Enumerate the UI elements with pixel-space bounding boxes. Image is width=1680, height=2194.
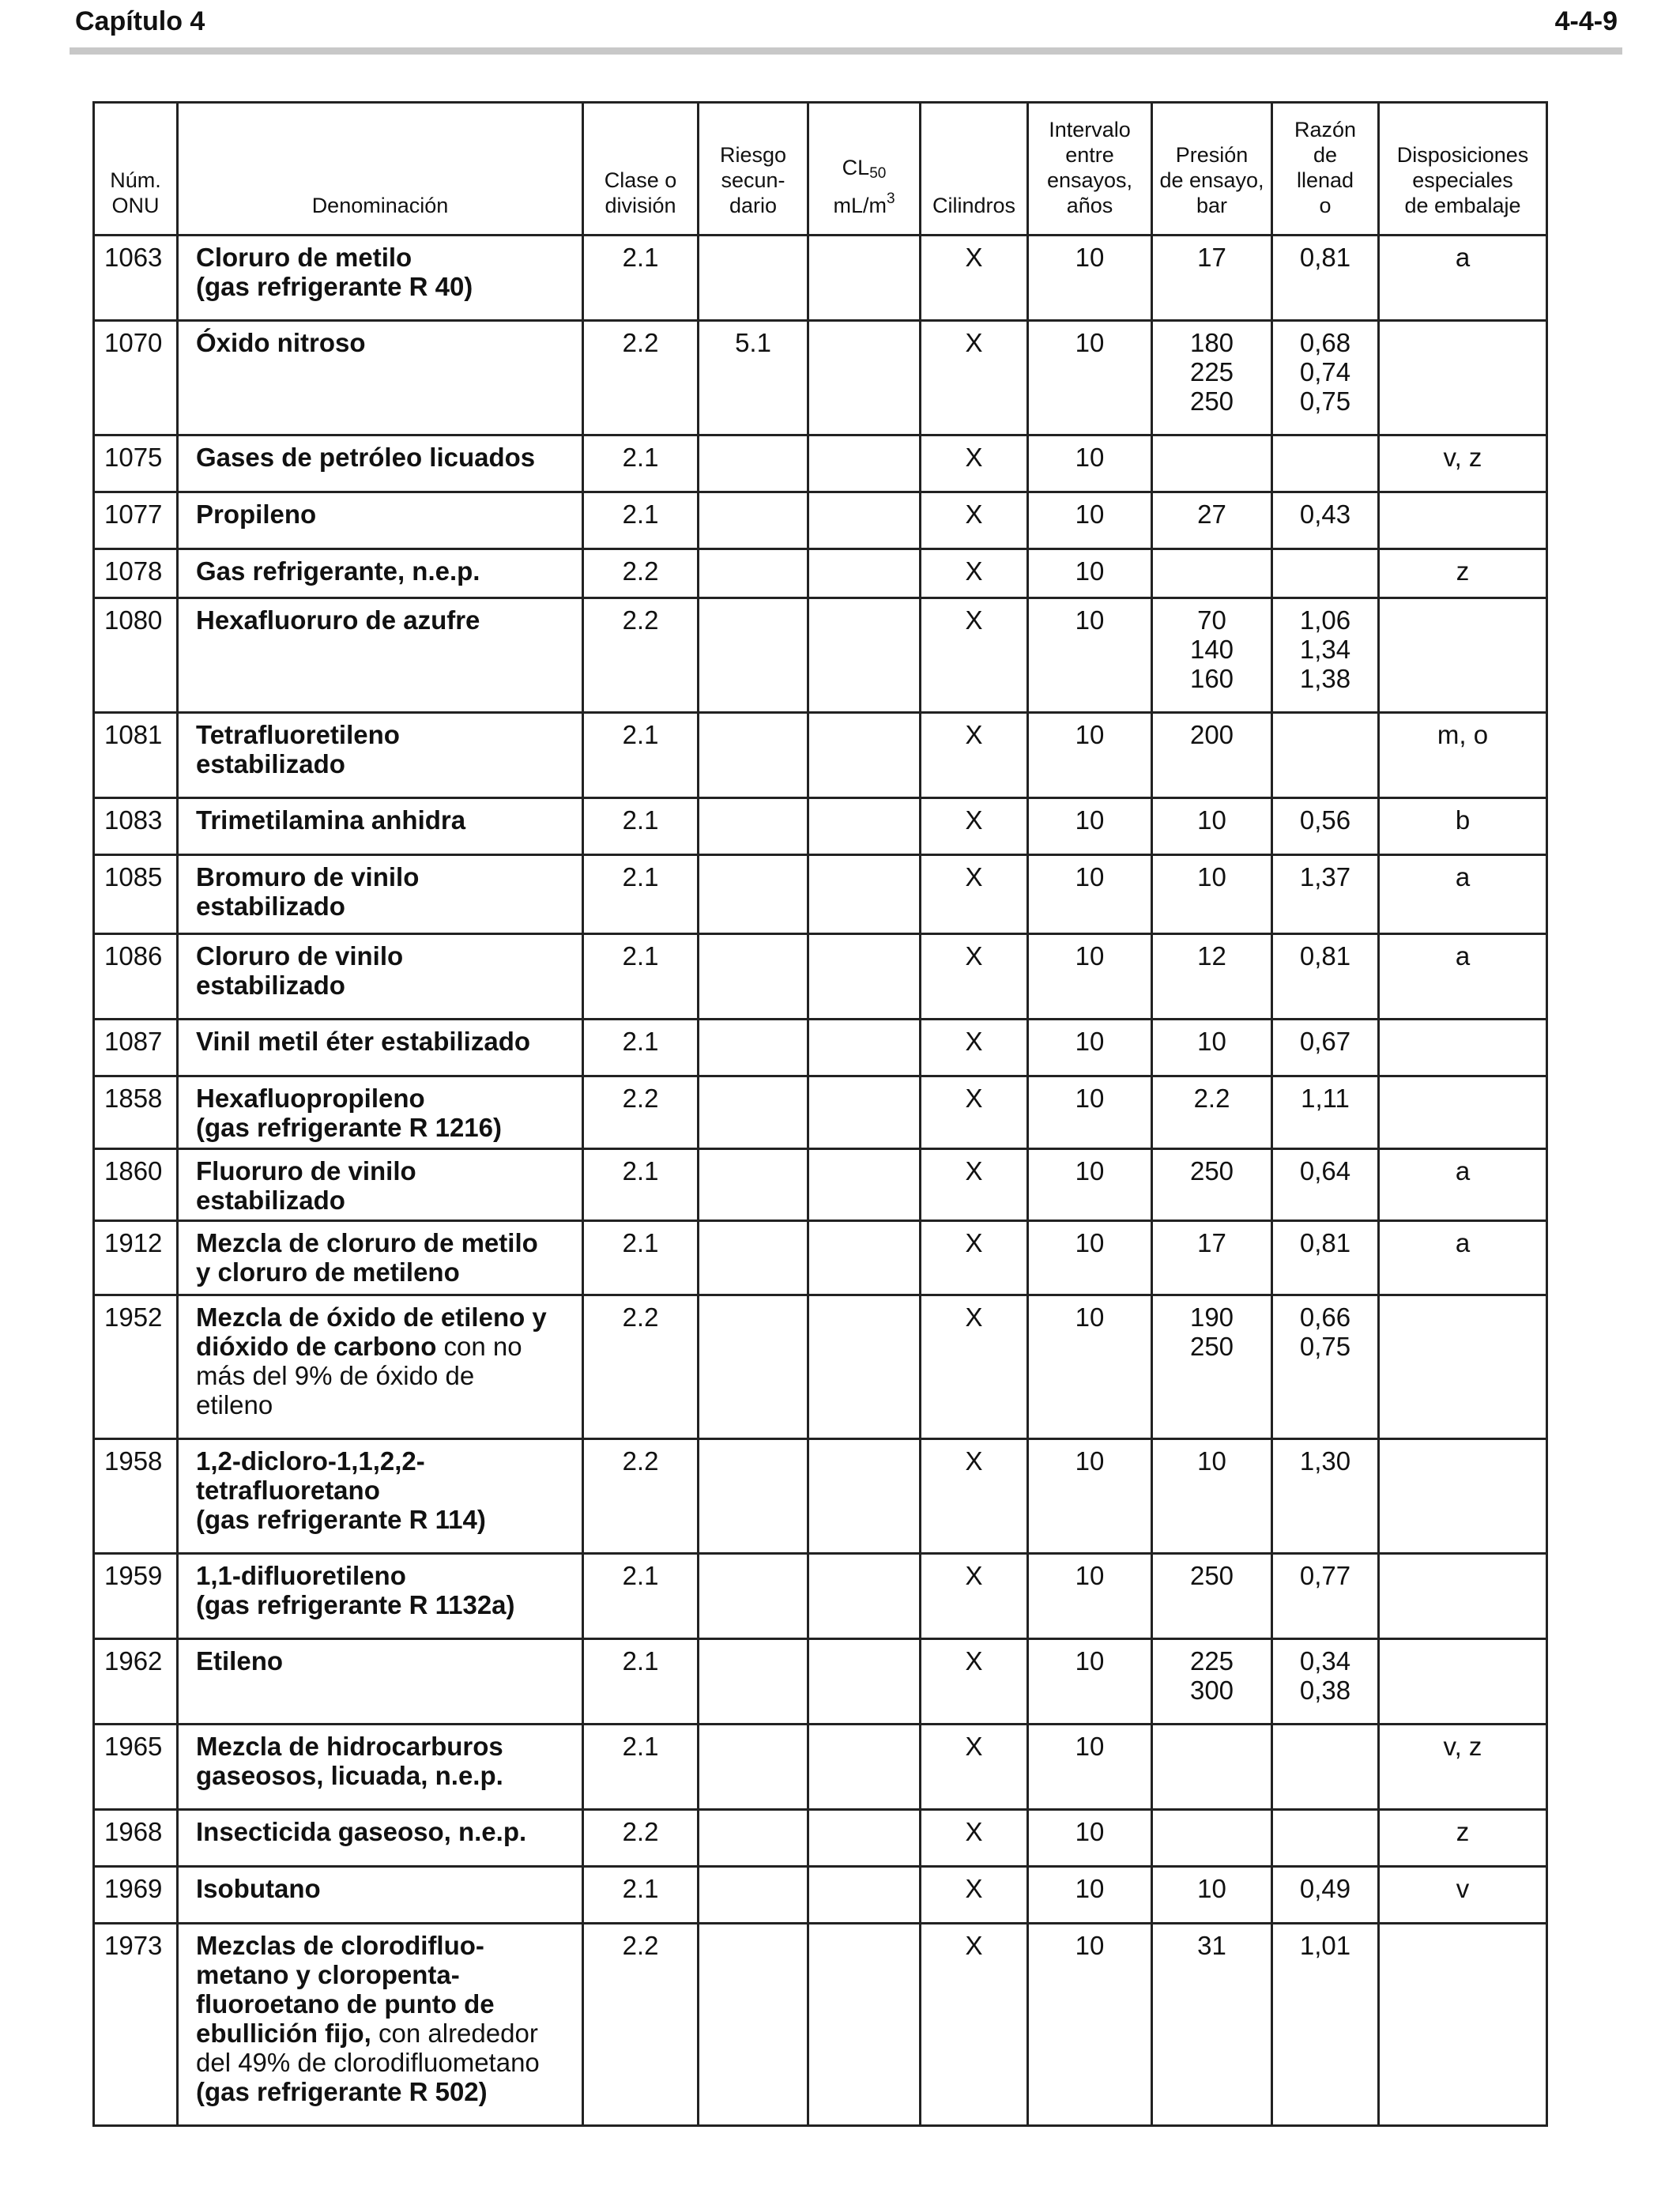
cell-cylinders: X [921,1867,1028,1924]
cell-filling-ratio [1272,549,1379,598]
substance-name: Fluoruro de vinilo estabilizado [196,1156,416,1215]
cell-class: 2.1 [583,435,699,492]
cell-name [178,798,583,855]
header-divider [70,47,1622,55]
cell-special-provisions: z [1379,549,1547,598]
cell-class: 2.2 [583,1810,699,1867]
substance-name: Mezclas de clorodifluo- metano y cloropenta- fluoroetano de punto de ebullición fijo, [196,1931,495,2048]
cell-filling-ratio: 0,34 0,38 [1272,1639,1379,1725]
cell-test-interval: 10 [1028,236,1152,321]
cell-cylinders: X [921,798,1028,855]
substance-name: Isobutano [196,1874,321,1903]
cell-test-pressure: 17 [1152,236,1272,321]
cell-cylinders: X [921,435,1028,492]
cell-un-number: 1965 [94,1725,178,1810]
cell-name [178,236,583,321]
table-row [94,934,1547,1020]
substance-name: Cloruro de vinilo estabilizado [196,941,404,1000]
cell-name [178,713,583,798]
table-row [94,598,1547,713]
cell-lc50 [808,713,921,798]
cell-special-provisions: a [1379,236,1547,321]
table-row [94,492,1547,549]
cell-test-interval: 10 [1028,798,1152,855]
cell-special-provisions [1379,1639,1547,1725]
cell-cylinders: X [921,855,1028,934]
cell-filling-ratio: 0,67 [1272,1020,1379,1076]
cell-test-pressure: 70 140 160 [1152,598,1272,713]
cell-cylinders: X [921,1076,1028,1149]
cell-filling-ratio: 0,66 0,75 [1272,1295,1379,1439]
cell-test-pressure: 190 250 [1152,1295,1272,1439]
cell-test-pressure: 250 [1152,1554,1272,1639]
cell-filling-ratio: 0,77 [1272,1554,1379,1639]
cell-filling-ratio: 1,01 [1272,1924,1379,2126]
cell-special-provisions: v [1379,1867,1547,1924]
substance-name: Etileno [196,1646,284,1676]
cell-test-pressure: 10 [1152,1020,1272,1076]
cell-subsidiary-risk [699,1439,808,1554]
cell-un-number: 1087 [94,1020,178,1076]
cell-test-pressure: 250 [1152,1149,1272,1221]
cell-test-interval: 10 [1028,855,1152,934]
cell-name [178,1221,583,1295]
cell-special-provisions [1379,492,1547,549]
substance-name: 1,1-difluoretileno (gas refrigerante R 1132a) [196,1561,515,1619]
cell-subsidiary-risk [699,1149,808,1221]
cell-test-pressure: 12 [1152,934,1272,1020]
cell-filling-ratio: 0,81 [1272,1221,1379,1295]
cell-subsidiary-risk [699,1076,808,1149]
substance-name: 1,2-dicloro-1,1,2,2- tetrafluoretano (gas refrigerante R 114) [196,1446,486,1534]
cell-lc50 [808,435,921,492]
table-row [94,1810,1547,1867]
cell-un-number: 1952 [94,1295,178,1439]
cell-subsidiary-risk [699,1554,808,1639]
substance-name: Cloruro de metilo (gas refrigerante R 40) [196,243,473,301]
cell-cylinders: X [921,1149,1028,1221]
col-header-class: Clase o división [583,103,699,236]
cell-lc50 [808,1221,921,1295]
substance-name: Mezcla de hidrocarburos gaseosos, licuada, n.e.p. [196,1732,503,1790]
table-row [94,1439,1547,1554]
table-row [94,1867,1547,1924]
cell-lc50 [808,1439,921,1554]
cell-class: 2.1 [583,1725,699,1810]
cell-lc50 [808,1867,921,1924]
cell-cylinders: X [921,1439,1028,1554]
substance-name: Tetrafluoretileno estabilizado [196,720,400,778]
cell-special-provisions: a [1379,1149,1547,1221]
cell-name [178,492,583,549]
cell-class: 2.2 [583,598,699,713]
substance-name: Hexafluoruro de azufre [196,605,480,635]
cell-subsidiary-risk [699,1639,808,1725]
cell-subsidiary-risk [699,492,808,549]
cell-lc50 [808,1149,921,1221]
substance-description: con alrededor del 49% de clorodifluometano [196,2019,540,2077]
cell-class: 2.1 [583,1221,699,1295]
cell-test-interval: 10 [1028,934,1152,1020]
cell-class: 2.1 [583,798,699,855]
cell-filling-ratio: 0,81 [1272,934,1379,1020]
cell-class: 2.2 [583,1924,699,2126]
cell-special-provisions: v, z [1379,1725,1547,1810]
substance-name: Bromuro de vinilo estabilizado [196,862,420,921]
cell-class: 2.2 [583,1076,699,1149]
cell-name [178,1554,583,1639]
cell-special-provisions: a [1379,855,1547,934]
table-row [94,435,1547,492]
cell-test-interval: 10 [1028,1725,1152,1810]
cell-cylinders: X [921,236,1028,321]
cell-test-interval: 10 [1028,1810,1152,1867]
cell-subsidiary-risk [699,713,808,798]
cell-un-number: 1081 [94,713,178,798]
cell-special-provisions [1379,1076,1547,1149]
cell-special-provisions [1379,1554,1547,1639]
substance-description: con no más del 9% de óxido de etileno [196,1332,522,1419]
cell-class: 2.1 [583,934,699,1020]
col-header-test-pressure: Presión de ensayo, bar [1152,103,1272,236]
cell-name [178,1725,583,1810]
cell-special-provisions: m, o [1379,713,1547,798]
substance-name: Propileno [196,499,317,529]
table-row [94,1725,1547,1810]
cell-filling-ratio [1272,1810,1379,1867]
cell-lc50 [808,1810,921,1867]
dangerous-goods-table [92,101,1548,2127]
col-header-lc50 [808,103,921,236]
cell-special-provisions: a [1379,934,1547,1020]
cell-un-number: 1962 [94,1639,178,1725]
substance-name: Óxido nitroso [196,328,366,357]
cell-test-pressure: 17 [1152,1221,1272,1295]
cell-subsidiary-risk [699,798,808,855]
cell-un-number: 1912 [94,1221,178,1295]
cell-test-pressure [1152,435,1272,492]
cell-cylinders: X [921,1924,1028,2126]
cell-subsidiary-risk [699,1020,808,1076]
lc50-unit-superscript: 3 [886,190,895,207]
cell-filling-ratio: 0,64 [1272,1149,1379,1221]
substance-name: Insecticida gaseoso, n.e.p. [196,1817,527,1846]
table-row [94,1924,1547,2126]
cell-lc50 [808,1639,921,1725]
substance-name: Mezcla de óxido de etileno y dióxido de carbono [196,1302,547,1361]
cell-un-number: 1973 [94,1924,178,2126]
cell-un-number: 1075 [94,435,178,492]
cell-subsidiary-risk [699,855,808,934]
table-row [94,713,1547,798]
cell-un-number: 1085 [94,855,178,934]
cell-lc50 [808,1554,921,1639]
table-row [94,1020,1547,1076]
cell-test-pressure: 180 225 250 [1152,321,1272,435]
cell-un-number: 1070 [94,321,178,435]
col-header-special-provisions: Disposiciones especiales de embalaje [1379,103,1547,236]
substance-name: Hexafluopropileno (gas refrigerante R 1216) [196,1084,502,1142]
cell-special-provisions [1379,1020,1547,1076]
cell-cylinders: X [921,1554,1028,1639]
lc50-subscript: 50 [869,165,887,182]
cell-un-number: 1959 [94,1554,178,1639]
substance-name: Gases de petróleo licuados [196,443,536,472]
cell-class: 2.1 [583,1149,699,1221]
cell-filling-ratio [1272,1725,1379,1810]
col-header-filling-ratio: Razón de llenad o [1272,103,1379,236]
cell-un-number: 1063 [94,236,178,321]
cell-test-pressure [1152,549,1272,598]
table-body [94,236,1547,2126]
table-row [94,1076,1547,1149]
cell-filling-ratio: 1,06 1,34 1,38 [1272,598,1379,713]
cell-un-number: 1083 [94,798,178,855]
cell-name [178,1439,583,1554]
table-row [94,1149,1547,1221]
col-header-un-number: Núm. ONU [94,103,178,236]
cell-lc50 [808,1295,921,1439]
cell-special-provisions: a [1379,1221,1547,1295]
substance-refrigerant-code: (gas refrigerante R 502) [196,2077,488,2106]
col-header-subsidiary-risk: Riesgo secun- dario [699,103,808,236]
cell-test-interval: 10 [1028,435,1152,492]
cell-cylinders: X [921,1810,1028,1867]
cell-test-interval: 10 [1028,1020,1152,1076]
cell-lc50 [808,934,921,1020]
cell-subsidiary-risk [699,1810,808,1867]
cell-special-provisions [1379,1439,1547,1554]
cell-lc50 [808,1076,921,1149]
cell-lc50 [808,1725,921,1810]
cell-subsidiary-risk [699,1295,808,1439]
cell-test-interval: 10 [1028,1439,1152,1554]
cell-cylinders: X [921,549,1028,598]
cell-un-number: 1078 [94,549,178,598]
cell-subsidiary-risk: 5.1 [699,321,808,435]
cell-class: 2.1 [583,1554,699,1639]
cell-cylinders: X [921,1295,1028,1439]
cell-class: 2.1 [583,1639,699,1725]
cell-special-provisions [1379,1295,1547,1439]
cell-subsidiary-risk [699,1924,808,2126]
cell-filling-ratio: 0,43 [1272,492,1379,549]
cell-un-number: 1968 [94,1810,178,1867]
table-row [94,236,1547,321]
cell-cylinders: X [921,321,1028,435]
cell-lc50 [808,1020,921,1076]
cell-filling-ratio: 0,49 [1272,1867,1379,1924]
cell-class: 2.1 [583,236,699,321]
cell-test-interval: 10 [1028,1867,1152,1924]
cell-un-number: 1080 [94,598,178,713]
page-header [75,5,1618,38]
page-number: 4-4-9 [1554,6,1618,36]
cell-cylinders: X [921,1221,1028,1295]
cell-un-number: 1086 [94,934,178,1020]
cell-cylinders: X [921,934,1028,1020]
cell-un-number: 1958 [94,1439,178,1554]
cell-subsidiary-risk [699,1221,808,1295]
cell-filling-ratio [1272,713,1379,798]
col-header-test-interval: Intervalo entre ensayos, años [1028,103,1152,236]
cell-subsidiary-risk [699,435,808,492]
table-row [94,1221,1547,1295]
cell-lc50 [808,236,921,321]
cell-subsidiary-risk [699,598,808,713]
cell-cylinders: X [921,713,1028,798]
cell-special-provisions [1379,1924,1547,2126]
cell-name [178,1639,583,1725]
cell-test-pressure: 10 [1152,855,1272,934]
cell-class: 2.1 [583,855,699,934]
cell-un-number: 1969 [94,1867,178,1924]
cell-class: 2.2 [583,1439,699,1554]
table-row [94,1639,1547,1725]
cell-test-interval: 10 [1028,598,1152,713]
cell-name [178,598,583,713]
cell-cylinders: X [921,1725,1028,1810]
cell-class: 2.1 [583,1867,699,1924]
cell-test-interval: 10 [1028,1639,1152,1725]
cell-filling-ratio [1272,435,1379,492]
cell-subsidiary-risk [699,236,808,321]
cell-name [178,1924,583,2126]
cell-test-interval: 10 [1028,321,1152,435]
cell-test-interval: 10 [1028,1924,1152,2126]
cell-test-interval: 10 [1028,549,1152,598]
cell-name [178,1810,583,1867]
cell-cylinders: X [921,1639,1028,1725]
cell-filling-ratio: 0,68 0,74 0,75 [1272,321,1379,435]
cell-lc50 [808,492,921,549]
cell-special-provisions [1379,598,1547,713]
cell-test-pressure: 27 [1152,492,1272,549]
cell-class: 2.1 [583,492,699,549]
cell-name [178,855,583,934]
cell-test-interval: 10 [1028,492,1152,549]
cell-test-pressure [1152,1725,1272,1810]
cell-test-interval: 10 [1028,1221,1152,1295]
cell-name [178,435,583,492]
cell-cylinders: X [921,598,1028,713]
cell-cylinders: X [921,492,1028,549]
cell-un-number: 1077 [94,492,178,549]
substance-name: Gas refrigerante, n.e.p. [196,556,480,586]
cell-test-pressure: 225 300 [1152,1639,1272,1725]
table-row [94,321,1547,435]
cell-un-number: 1858 [94,1076,178,1149]
cell-subsidiary-risk [699,1867,808,1924]
cell-class: 2.1 [583,1020,699,1076]
cell-name [178,934,583,1020]
cell-lc50 [808,798,921,855]
cell-filling-ratio: 1,11 [1272,1076,1379,1149]
cell-lc50 [808,598,921,713]
col-header-cylinders: Cilindros [921,103,1028,236]
cell-test-pressure: 2.2 [1152,1076,1272,1149]
table-row [94,1554,1547,1639]
chapter-title: Capítulo 4 [75,6,205,36]
cell-subsidiary-risk [699,549,808,598]
cell-lc50 [808,855,921,934]
substance-name: Vinil metil éter estabilizado [196,1027,531,1056]
cell-special-provisions [1379,321,1547,435]
cell-lc50 [808,549,921,598]
cell-name [178,1867,583,1924]
cell-class: 2.2 [583,1295,699,1439]
cell-name [178,321,583,435]
cell-name [178,549,583,598]
table-row [94,549,1547,598]
cell-test-interval: 10 [1028,1149,1152,1221]
table-row [94,1295,1547,1439]
cell-test-pressure [1152,1810,1272,1867]
cell-test-pressure: 10 [1152,1439,1272,1554]
cell-subsidiary-risk [699,1725,808,1810]
cell-test-interval: 10 [1028,1076,1152,1149]
cell-test-interval: 10 [1028,1295,1152,1439]
cell-class: 2.2 [583,549,699,598]
cell-un-number: 1860 [94,1149,178,1221]
cell-test-pressure: 31 [1152,1924,1272,2126]
cell-name [178,1076,583,1149]
cell-class: 2.2 [583,321,699,435]
cell-name [178,1295,583,1439]
table-header-row [94,103,1547,236]
col-header-name: Denominación [178,103,583,236]
table-row [94,855,1547,934]
cell-filling-ratio: 1,30 [1272,1439,1379,1554]
cell-test-interval: 10 [1028,1554,1152,1639]
lc50-label: CL [842,156,870,179]
substance-name: Mezcla de cloruro de metilo y cloruro de metileno [196,1228,538,1287]
cell-class: 2.1 [583,713,699,798]
cell-lc50 [808,1924,921,2126]
cell-special-provisions: v, z [1379,435,1547,492]
table-row [94,798,1547,855]
lc50-unit: mL/m [833,194,887,217]
substance-name: Trimetilamina anhidra [196,805,466,835]
cell-special-provisions: b [1379,798,1547,855]
cell-filling-ratio: 0,81 [1272,236,1379,321]
cell-special-provisions: z [1379,1810,1547,1867]
cell-test-pressure: 10 [1152,1867,1272,1924]
cell-filling-ratio: 1,37 [1272,855,1379,934]
cell-test-pressure: 200 [1152,713,1272,798]
cell-test-interval: 10 [1028,713,1152,798]
cell-test-pressure: 10 [1152,798,1272,855]
cell-filling-ratio: 0,56 [1272,798,1379,855]
cell-subsidiary-risk [699,934,808,1020]
cell-lc50 [808,321,921,435]
cell-name [178,1149,583,1221]
cell-name [178,1020,583,1076]
cell-cylinders: X [921,1020,1028,1076]
